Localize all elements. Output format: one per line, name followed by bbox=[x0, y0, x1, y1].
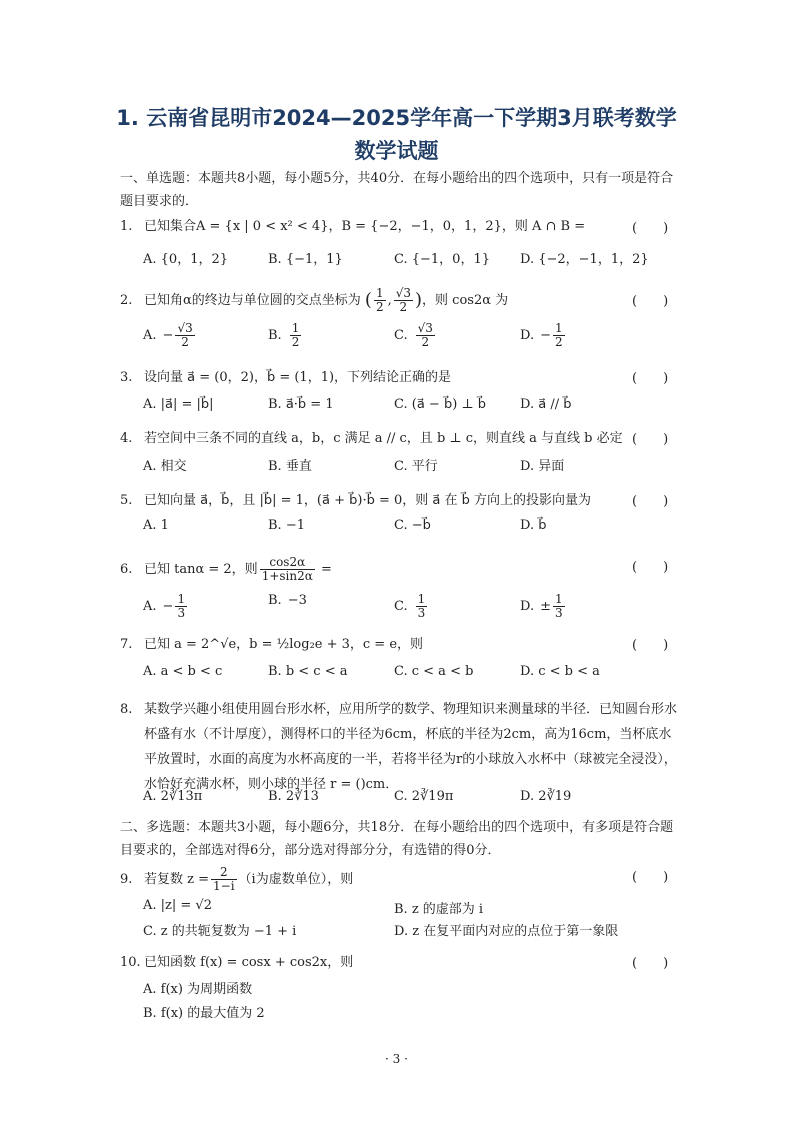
option-a: A. 1 bbox=[143, 518, 169, 533]
option-c: C. {−1，0，1} bbox=[394, 252, 490, 267]
expression-fraction: $\frac{\cos 2\alpha}{1+\sin 2\alpha}$ bbox=[261, 555, 313, 583]
page-subtitle: 数学试题 bbox=[354, 139, 439, 163]
answer-bracket: ( ) bbox=[632, 294, 669, 309]
option-c: C. $\frac{√3}{2}$ bbox=[394, 321, 433, 349]
section-heading-single-choice: 一、单选题：本题共8小题，每小题5分，共40分．在每小题给出的四个选项中，只有一项是符合题目要求的． bbox=[120, 171, 674, 209]
answer-bracket: ( ) bbox=[632, 870, 669, 885]
answer-bracket: ( ) bbox=[632, 956, 669, 971]
answer-bracket: ( ) bbox=[632, 371, 669, 386]
option-b: B. −3 bbox=[268, 593, 307, 608]
question-8: 8. 某数学兴趣小组使用圆台形水杯，应用所学的数学、物理知识来测量球的半径．已知圆台形水杯盛有水（不计厚度），测得杯口的半径为6cm，杯底的半径为2cm，高为16cm，当杯底水平放置时，水面的高度为水杯高度的一半，若将半径为r的小球放入水杯中（球被完全浸没），水恰好充满水杯，则小球的半径 r = ()cm． bbox=[120, 702, 678, 792]
point-x: $\frac{1}{2}$ bbox=[375, 286, 384, 314]
option-a: A. − $\frac{√3}{2}$ bbox=[143, 321, 193, 349]
option-b: B. b < c < a bbox=[268, 664, 348, 679]
option-b: B. z 的虚部为 i bbox=[394, 902, 484, 917]
answer-bracket: ( ) bbox=[632, 221, 669, 236]
answer-bracket: ( ) bbox=[632, 638, 669, 653]
page-number: · 3 · bbox=[385, 1052, 408, 1066]
option-c: C. −b⃗ bbox=[394, 518, 431, 533]
option-d: D. c < b < a bbox=[520, 664, 600, 679]
option-b: B. 2∛13 bbox=[268, 789, 319, 804]
question-10: 10. 已知函数 f(x) = cosx + cos2x，则 bbox=[120, 955, 354, 970]
question-5: 5. 已知向量 a⃗，b⃗，且 |b⃗| = 1，(a⃗ + b⃗)·b⃗ = 0，则 a⃗ 在 b⃗ 方向上的投影向量为 bbox=[120, 493, 592, 508]
option-a: A. − $\frac{1}{3}$ bbox=[143, 592, 186, 620]
answer-bracket: ( ) bbox=[632, 560, 669, 575]
question-stem: 已知集合A = {x | 0 < x² < 4}，B = {−2，−1，0，1，2}，则 A ∩ B = bbox=[144, 219, 586, 234]
option-a: A. |a⃗| = |b⃗| bbox=[143, 397, 214, 412]
option-d: D. 异面 bbox=[520, 459, 565, 474]
option-a: A. {0，1，2} bbox=[143, 252, 229, 267]
option-a: A. 2∛13π bbox=[143, 789, 203, 804]
question-3: 3. 设向量 a⃗ = (0，2)，b⃗ = (1，1)，下列结论正确的是 bbox=[120, 370, 452, 385]
option-c: C. (a⃗ − b⃗) ⊥ b⃗ bbox=[394, 397, 487, 412]
question-7: 7. 已知 a = 2^√e，b = ½log₂e + 3，c = e，则 bbox=[120, 637, 424, 652]
option-b: B. $\frac{1}{2}$ bbox=[268, 321, 300, 349]
answer-bracket: ( ) bbox=[632, 432, 669, 447]
option-b: B. f(x) 的最大值为 2 bbox=[143, 1006, 265, 1021]
option-c: C. 平行 bbox=[394, 459, 438, 474]
option-d: D. z 在复平面内对应的点位于第一象限 bbox=[394, 924, 619, 939]
option-d: D. 2∛19 bbox=[520, 789, 572, 804]
option-b: B. 垂直 bbox=[268, 459, 312, 474]
question-1: 1. 已知集合A = {x | 0 < x² < 4}，B = {−2，−1，0，1，2}，则 A ∩ B = bbox=[120, 219, 586, 234]
option-b: B. −1 bbox=[268, 518, 305, 533]
option-a: A. f(x) 为周期函数 bbox=[143, 982, 253, 997]
option-a: A. a < b < c bbox=[143, 664, 223, 679]
option-b: B. {−1，1} bbox=[268, 252, 343, 267]
page-title: 1. 云南省昆明市2024—2025学年高一下学期3月联考数学 bbox=[116, 106, 677, 130]
question-9: 9. 若复数 z = $\frac{2}{1-i}$ （i为虚数单位），则 bbox=[120, 865, 354, 893]
question-4: 4. 若空间中三条不同的直线 a，b，c 满足 a // c，且 b ⊥ c，则直线 a 与直线 b 必定 bbox=[120, 431, 623, 446]
option-d: D. ± $\frac{1}{3}$ bbox=[520, 592, 563, 620]
option-c: C. z 的共轭复数为 −1 + i bbox=[143, 924, 297, 939]
option-c: C. c < a < b bbox=[394, 664, 474, 679]
point-y: $\frac{√3}{2}$ bbox=[395, 286, 412, 314]
option-d: D. a⃗ // b⃗ bbox=[520, 397, 572, 412]
expression-fraction: $\frac{2}{1-i}$ bbox=[213, 865, 235, 893]
option-a: A. |z| = √2 bbox=[143, 898, 212, 913]
option-d: D. − $\frac{1}{2}$ bbox=[520, 321, 563, 349]
option-c: C. $\frac{1}{3}$ bbox=[394, 592, 426, 620]
section-heading-multi-choice: 二、多选题：本题共3小题，每小题6分，共18分．在每小题给出的四个选项中，有多项是符合题目要求的，全部选对得6分，部分选对得部分分，有选错的得0分． bbox=[120, 820, 674, 858]
question-6: 6. 已知 tanα = 2，则 $\frac{\cos 2\alpha}{1+\sin 2\alpha}$ = bbox=[120, 555, 332, 583]
answer-bracket: ( ) bbox=[632, 494, 669, 509]
question-2: 2. 已知角α的终边与单位圆的交点坐标为 ( $\frac{1}{2}$ , $\frac{√3}{2}$ )，则 cos2α 为 bbox=[120, 286, 509, 314]
option-c: C. 2∛19π bbox=[394, 789, 454, 804]
option-a: A. 相交 bbox=[143, 459, 187, 474]
option-d: D. b⃗ bbox=[520, 518, 547, 533]
option-b: B. a⃗·b⃗ = 1 bbox=[268, 397, 334, 412]
option-d: D. {−2，−1，1，2} bbox=[520, 252, 649, 267]
